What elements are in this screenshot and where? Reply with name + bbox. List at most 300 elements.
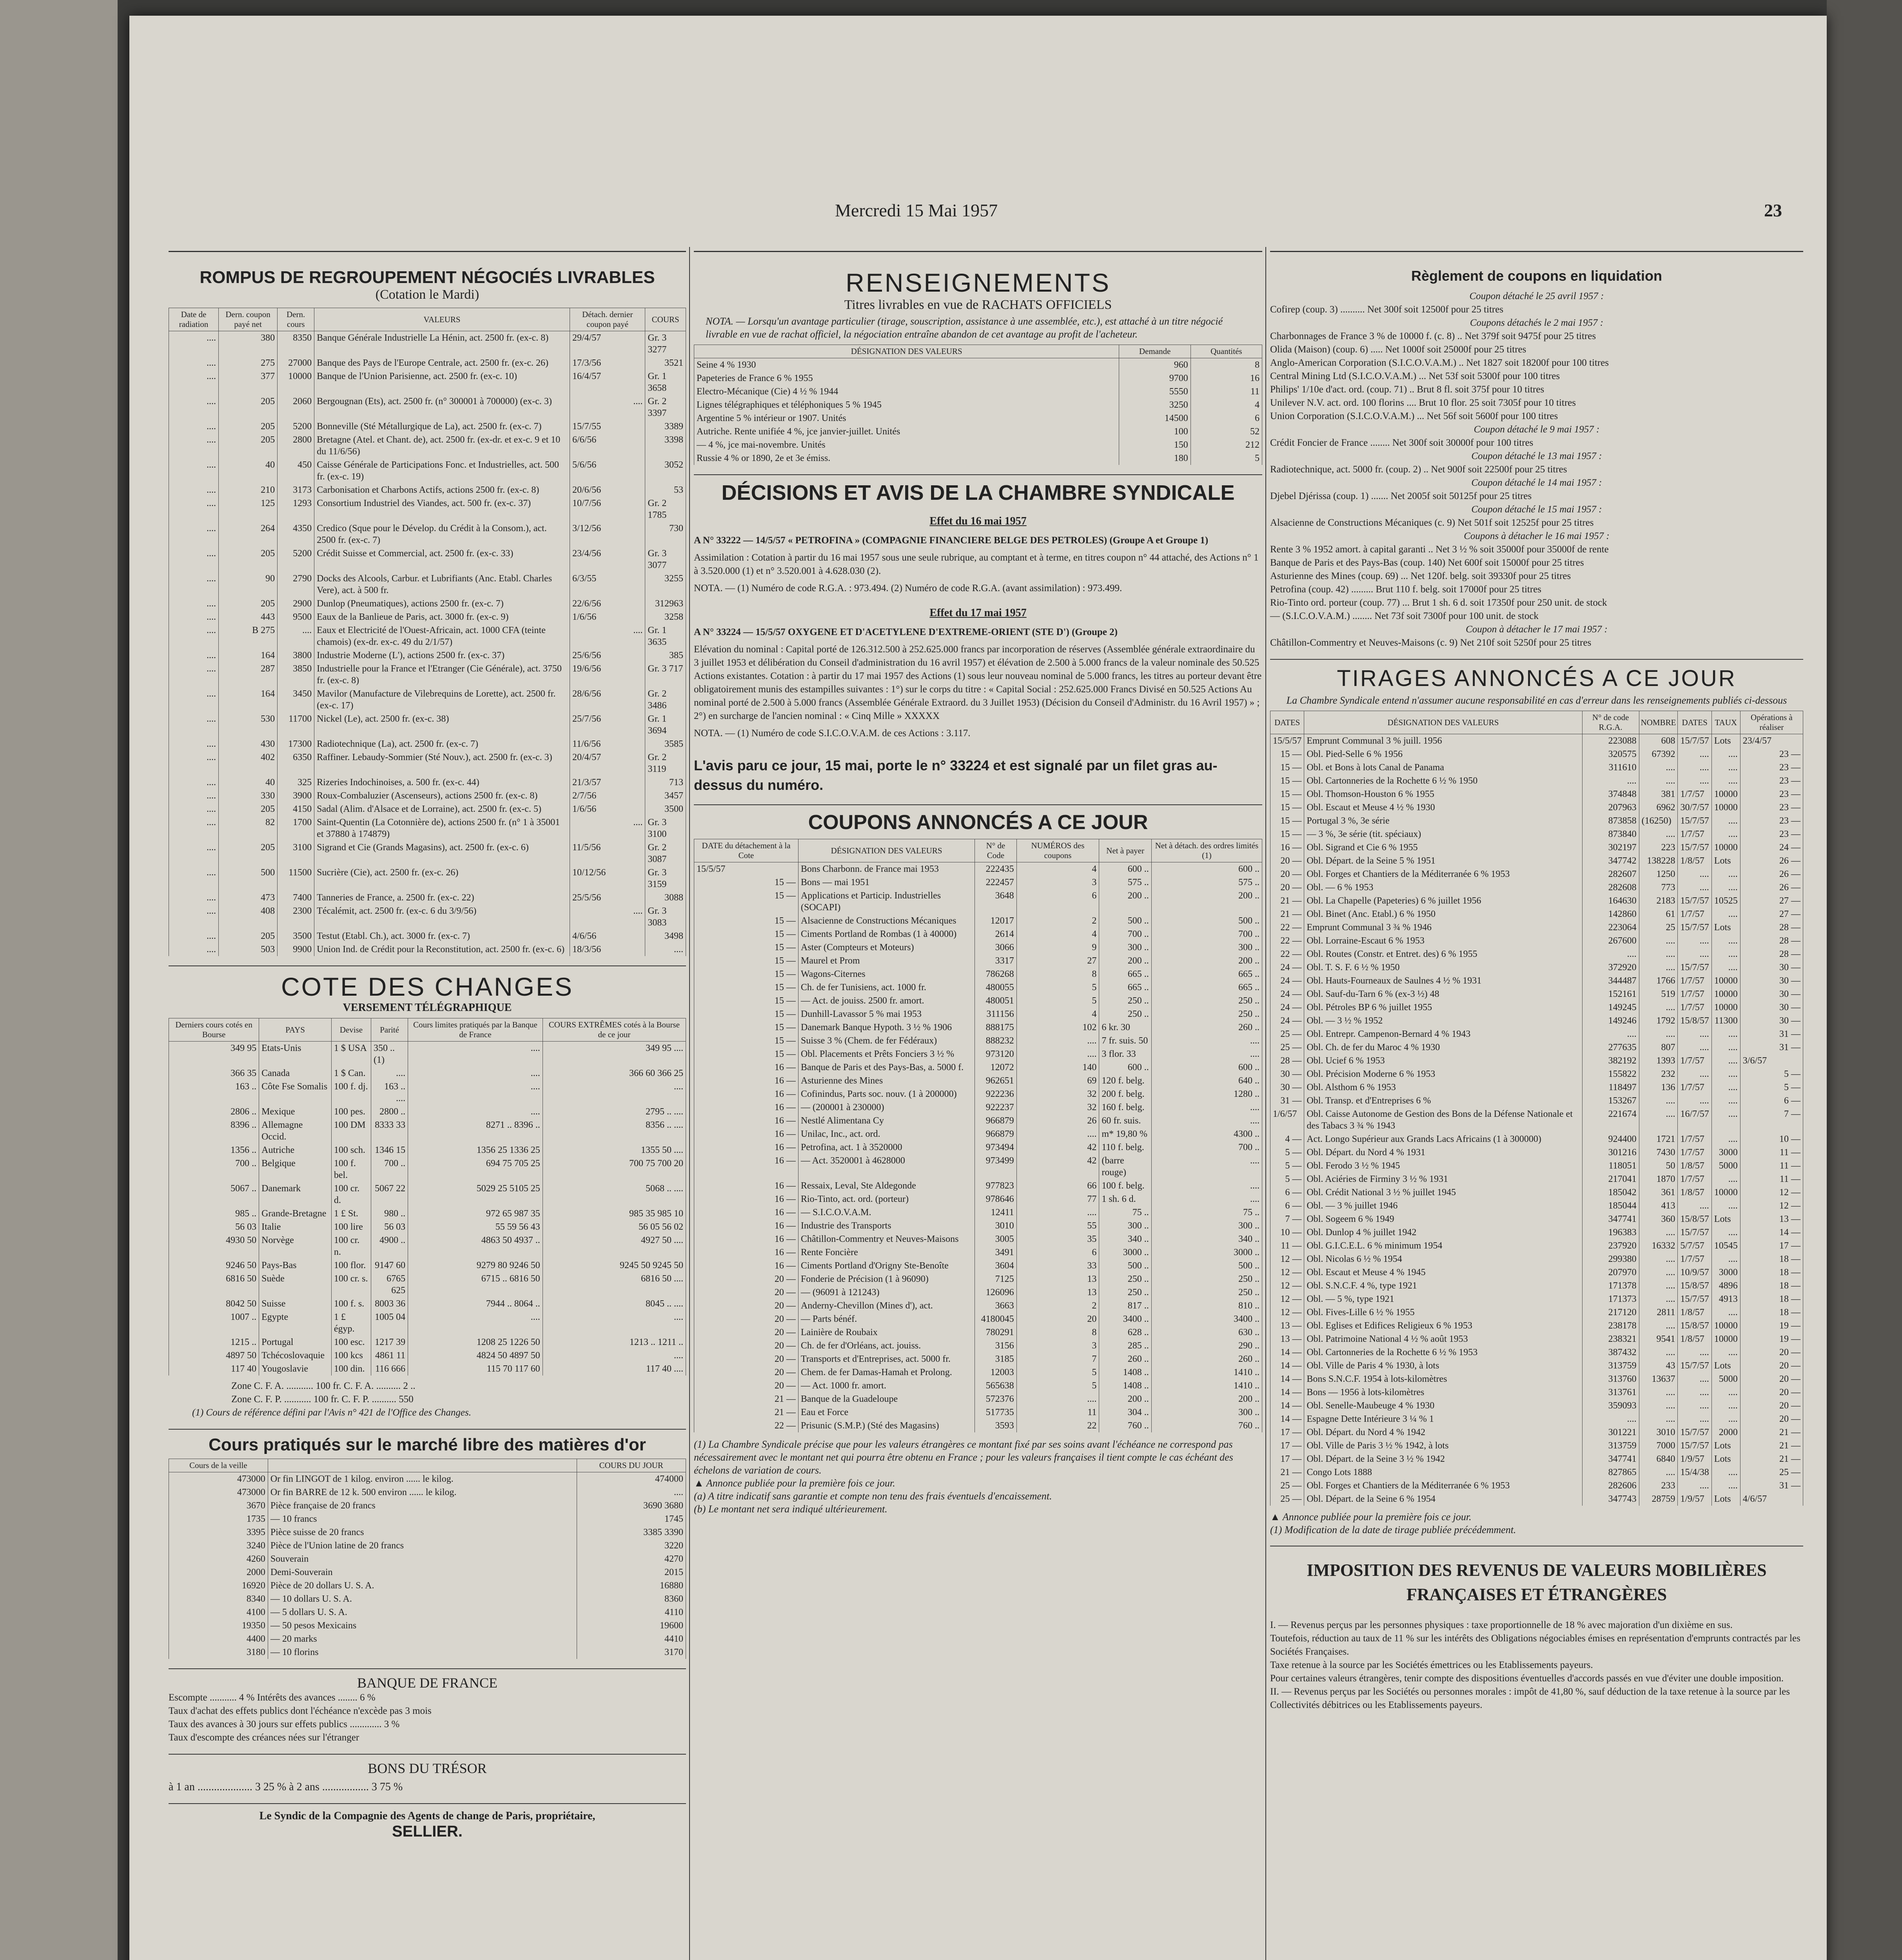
table-cell: 450 <box>278 458 314 483</box>
table-row <box>169 1606 686 1619</box>
table-cell: 118497 <box>1582 1081 1639 1094</box>
table-cell: 19 — <box>1740 1319 1803 1332</box>
rompus-column-header: Date de radiation <box>169 308 219 331</box>
table-cell: 164 <box>218 687 277 712</box>
table-cell: 6715 .. 6816 50 <box>408 1272 543 1297</box>
table-cell: Gr. 2 3087 <box>645 841 686 866</box>
table-cell: 118051 <box>1582 1159 1639 1172</box>
table-cell: 19600 <box>577 1619 686 1632</box>
table-cell: 700 .. <box>1151 927 1262 941</box>
reglement-line: Cofirep (coup. 3) .......... Net 300f soit 12500f pour 25 titres <box>1270 304 1504 315</box>
table-cell: Gr. 2 1785 <box>645 497 686 522</box>
table-cell: 20 — <box>1740 1372 1803 1386</box>
table-cell: 10000 <box>1711 1186 1740 1199</box>
table-row <box>694 862 1262 876</box>
table-cell: 25 <box>1639 921 1678 934</box>
table-cell: 9900 <box>278 943 314 956</box>
table-cell: .... <box>1582 1027 1639 1041</box>
table-row <box>1270 1041 1803 1054</box>
table-row <box>169 1362 686 1376</box>
avis2-nota: NOTA. — (1) Numéro de code S.I.C.O.V.A.M. de ces Actions : 3.117. <box>694 728 971 739</box>
avis2-head: A N° 33224 — 15/5/57 OXYGENE ET D'ACETYLENE D'EXTREME-ORIENT (STE D') (Groupe 2) <box>694 627 1118 637</box>
table-row <box>694 1219 1262 1232</box>
table-cell: .... <box>1639 1107 1678 1132</box>
table-cell: 30 — <box>1270 1067 1304 1081</box>
table-cell: .... <box>1711 1479 1740 1492</box>
table-row <box>169 1526 686 1539</box>
table-cell: Bons — mai 1951 <box>798 876 975 889</box>
table-cell: 5/6/56 <box>570 458 645 483</box>
reglement-group-head: Coupon détaché le 15 mai 1957 : <box>1471 504 1602 515</box>
table-cell: 3000 .. <box>1151 1246 1262 1259</box>
table-row <box>1270 1199 1803 1212</box>
table-cell: Châtillon-Commentry et Neuves-Maisons <box>798 1232 975 1246</box>
table-cell: 180 <box>1119 452 1191 465</box>
table-cell: 207970 <box>1582 1266 1639 1279</box>
table-cell: 347742 <box>1582 854 1639 867</box>
table-cell: Obl. Ch. de fer du Maroc 4 % 1930 <box>1304 1041 1582 1054</box>
table-cell: 6 — <box>1270 1186 1304 1199</box>
table-row <box>169 649 686 662</box>
table-cell: 1208 25 1226 50 <box>408 1336 543 1349</box>
table-cell: 31 — <box>1740 1041 1803 1054</box>
table-cell: 320575 <box>1582 748 1639 761</box>
table-cell: .... <box>1711 1067 1740 1081</box>
table-cell: .... <box>1711 1466 1740 1479</box>
table-cell: 1700 <box>278 816 314 841</box>
table-cell: 24 — <box>1270 961 1304 974</box>
table-cell: .... <box>1151 1114 1262 1127</box>
table-cell: Pièce de l'Union latine de 20 francs <box>268 1539 577 1552</box>
column-middle <box>694 251 1262 1515</box>
table-cell: 15 — <box>694 1021 799 1034</box>
table-cell: 55 <box>1016 1219 1099 1232</box>
table-row <box>694 1419 1262 1432</box>
table-cell: .... <box>1711 814 1740 828</box>
table-cell: Bons S.N.C.F. 1954 à lots-kilomètres <box>1304 1372 1582 1386</box>
table-cell: 164630 <box>1582 894 1639 907</box>
effet2: Effet du 17 mai 1957 <box>929 607 1027 619</box>
table-row <box>694 1232 1262 1246</box>
table-cell: .... <box>169 483 219 497</box>
table-cell: 205 <box>218 547 277 572</box>
table-cell: 600 .. <box>1151 1061 1262 1074</box>
table-row <box>169 1632 686 1646</box>
reglement-group-head: Coupon détaché le 9 mai 1957 : <box>1474 424 1600 435</box>
table-row <box>1270 881 1803 894</box>
reglement-group-head: Coupon à détacher le 17 mai 1957 : <box>1466 624 1608 635</box>
table-cell: 1408 .. <box>1099 1379 1151 1392</box>
table-row <box>694 1061 1262 1074</box>
imposition-line: I. — Revenus perçus par les personnes physiques : taxe proportionnelle de 18 % avec majoration d'un dixième en sus. <box>1270 1620 1733 1630</box>
table-cell: 15 — <box>694 1047 799 1061</box>
table-cell: 205 <box>218 395 277 420</box>
table-row <box>169 433 686 458</box>
table-cell: Anderny-Chevillon (Mines d'), act. <box>798 1299 975 1312</box>
table-row <box>169 1486 686 1499</box>
table-cell: 20 — <box>1270 854 1304 867</box>
table-cell: .... <box>169 649 219 662</box>
table-cell: .... <box>1639 961 1678 974</box>
table-cell: 5000 <box>1711 1159 1740 1172</box>
table-cell: .... <box>169 687 219 712</box>
table-cell: 28 — <box>1740 947 1803 961</box>
table-cell: 26 — <box>1740 854 1803 867</box>
table-cell: .... <box>1582 1412 1639 1426</box>
table-cell: 61 <box>1639 907 1678 921</box>
table-row <box>1270 1372 1803 1386</box>
table-cell: Ch. de fer d'Orléans, act. jouiss. <box>798 1339 975 1352</box>
table-row <box>169 866 686 891</box>
table-cell: .... <box>1639 774 1678 788</box>
table-cell: 24 — <box>1270 987 1304 1001</box>
table-cell: 221674 <box>1582 1107 1639 1132</box>
tirages-note: ▲ Annonce publiée pour la première fois ce jour. <box>1270 1511 1472 1523</box>
table-cell: Obl. Départ. de la Seine 3 ½ % 1942 <box>1304 1452 1582 1466</box>
table-cell: Autriche <box>259 1143 332 1157</box>
table-cell: 5067 22 <box>371 1182 408 1207</box>
table-cell: — S.I.C.O.V.A.M. <box>798 1206 975 1219</box>
table-row <box>694 981 1262 994</box>
table-cell: 30 — <box>1740 961 1803 974</box>
table-cell: Obl. T. S. F. 6 ½ % 1950 <box>1304 961 1582 974</box>
table-cell: 4863 50 4937 .. <box>408 1234 543 1259</box>
table-cell: 185044 <box>1582 1199 1639 1212</box>
table-cell: Rente Foncière <box>798 1246 975 1259</box>
table-cell: 20/6/56 <box>570 483 645 497</box>
table-row <box>169 802 686 816</box>
zone-cfp: Zone C. F. P. ........... 100 fr. C. F. P. .......... 550 <box>231 1394 414 1405</box>
table-cell: 11500 <box>278 866 314 891</box>
table-cell: 4913 <box>1711 1292 1740 1306</box>
table-cell: 223064 <box>1582 921 1639 934</box>
table-cell: 250 .. <box>1151 1272 1262 1286</box>
table-cell: 760 .. <box>1151 1419 1262 1432</box>
table-cell: 100 sch. <box>331 1143 371 1157</box>
table-cell: 10000 <box>278 370 314 395</box>
table-cell: 8333 33 <box>371 1118 408 1143</box>
table-cell: 31 — <box>1270 1094 1304 1107</box>
table-cell: 28 — <box>1270 1054 1304 1067</box>
table-cell: 15/8/57 <box>1678 1014 1711 1027</box>
table-cell: 21 — <box>694 1406 799 1419</box>
table-cell: 9 <box>1016 941 1099 954</box>
table-cell: 1393 <box>1639 1054 1678 1067</box>
table-cell: Pièce de 20 dollars U. S. A. <box>268 1579 577 1592</box>
table-cell: Lots <box>1711 1452 1740 1466</box>
table-cell: 3400 .. <box>1099 1312 1151 1326</box>
table-cell: 282606 <box>1582 1479 1639 1492</box>
table-cell: — 10 francs <box>268 1512 577 1526</box>
table-cell: 5 <box>1016 994 1099 1007</box>
table-cell: .... <box>1711 1041 1740 1054</box>
table-cell: 15/7/57 <box>1678 1439 1711 1452</box>
table-cell: Gr. 3 717 <box>645 662 686 687</box>
table-cell: 32 <box>1016 1101 1099 1114</box>
avis1-text: Assimilation : Cotation à partir du 16 mai 1957 sous une seule rubrique, au comptant et à terme, en titres coupon n° 44 attaché, des Actions n° 1 à 3.520.000 (1) et n° 3.520.001 à 4.628.030 (2). <box>694 552 1259 576</box>
table-cell: .... <box>1711 761 1740 774</box>
table-cell: 349 95 <box>169 1042 259 1067</box>
table-cell: 69 <box>1016 1074 1099 1087</box>
table-row <box>1270 828 1803 841</box>
table-cell: 873840 <box>1582 828 1639 841</box>
table-row <box>169 904 686 929</box>
table-cell: Sadal (Alim. d'Alsace et de Lorraine), act. 2500 fr. (ex-c. 5) <box>314 802 570 816</box>
table-cell: 13637 <box>1639 1372 1678 1386</box>
table-cell: 15 — <box>694 927 799 941</box>
table-cell: 10000 <box>1711 841 1740 854</box>
table-cell: Obl. Thomson-Houston 6 % 1955 <box>1304 788 1582 801</box>
table-cell: Obl. Crédit National 3 ½ % juillet 1945 <box>1304 1186 1582 1199</box>
table-cell: 29/4/57 <box>570 331 645 357</box>
table-cell: 3000 <box>1711 1146 1740 1159</box>
table-cell: 12 — <box>1270 1279 1304 1292</box>
table-cell: Nestlé Alimentana Cy <box>798 1114 975 1127</box>
table-cell: .... <box>1711 1412 1740 1426</box>
table-cell: .... <box>1639 1027 1678 1041</box>
table-cell: .... <box>1678 774 1711 788</box>
table-cell: 888232 <box>975 1034 1016 1047</box>
table-row <box>169 624 686 649</box>
reglement-line: Banque de Paris et des Pays-Bas (coup. 140) Net 600f soit 15000f pour 25 titres <box>1270 557 1584 568</box>
table-cell: 350 ..(1) <box>371 1042 408 1067</box>
table-cell: 3000 .. <box>1099 1246 1151 1259</box>
table-cell: 3491 <box>975 1246 1016 1259</box>
table-cell: 18/3/56 <box>570 943 645 956</box>
table-cell: .... <box>570 904 645 929</box>
table-cell: 888175 <box>975 1021 1016 1034</box>
table-cell: 973499 <box>975 1154 1016 1179</box>
table-cell: .... <box>1016 1127 1099 1141</box>
table-row <box>169 891 686 904</box>
table-cell: 5068 .. .... <box>543 1182 686 1207</box>
table-cell: 138228 <box>1639 854 1678 867</box>
table-cell: Testut (Etabl. Ch.), act. 3000 fr. (ex-c. 7) <box>314 929 570 943</box>
table-cell: Obl. Aciéries de Firminy 3 ½ % 1931 <box>1304 1172 1582 1186</box>
table-row <box>169 1297 686 1310</box>
table-cell: 359093 <box>1582 1399 1639 1412</box>
table-cell: .... <box>169 610 219 624</box>
table-cell: 233 <box>1639 1479 1678 1492</box>
table-cell: 24 — <box>1740 841 1803 854</box>
rachats-column-header: Demande <box>1119 345 1191 358</box>
table-cell: Portugal 3 %, 3e série <box>1304 814 1582 828</box>
table-cell: 1346 15 <box>371 1143 408 1157</box>
table-cell: B 275 <box>218 624 277 649</box>
table-cell: 3170 <box>577 1646 686 1659</box>
table-cell: Banque de l'Union Parisienne, act. 2500 fr. (ex-c. 10) <box>314 370 570 395</box>
reglement-line: Unilever N.V. act. ord. 100 florins .... Brut 10 flor. 25 soit 7305f pour 10 titres <box>1270 397 1576 408</box>
table-cell: 15/7/57 <box>1678 734 1711 748</box>
table-cell: 5200 <box>278 547 314 572</box>
table-cell: .... <box>1639 947 1678 961</box>
table-cell: 31 — <box>1740 1027 1803 1041</box>
table-cell: Grande-Bretagne <box>259 1207 332 1220</box>
table-cell: 700 .. <box>1099 927 1151 941</box>
table-cell: .... <box>1711 947 1740 961</box>
table-cell: 23 — <box>1740 801 1803 814</box>
table-cell: 24 — <box>1270 1014 1304 1027</box>
reglement-line: Petrofina (coup. 42) ......... Brut 110 f. belg. soit 17000f pour 25 titres <box>1270 584 1542 595</box>
table-cell: 142860 <box>1582 907 1639 921</box>
table-cell: 2806 .. <box>169 1105 259 1118</box>
binding-edge <box>1827 0 1902 1960</box>
table-cell: 3498 <box>645 929 686 943</box>
table-row <box>169 1579 686 1592</box>
table-cell: Electro-Mécanique (Cie) 4 ½ % 1944 <box>694 385 1119 398</box>
table-cell: 196383 <box>1582 1226 1639 1239</box>
table-row <box>169 1143 686 1157</box>
table-cell: 480051 <box>975 994 1016 1007</box>
table-cell: Allemagne Occid. <box>259 1118 332 1143</box>
table-cell: 1 £ égyp. <box>331 1310 371 1336</box>
table-cell: 5550 <box>1119 385 1191 398</box>
table-cell: 232 <box>1639 1067 1678 1081</box>
table-cell: Obl. Cartonneries de la Rochette 6 ½ % 1950 <box>1304 774 1582 788</box>
table-cell: 5 — <box>1270 1172 1304 1186</box>
table-row <box>694 1114 1262 1127</box>
table-cell: 3593 <box>975 1419 1016 1432</box>
table-cell: Obl. Départ. de la Seine 6 % 1954 <box>1304 1492 1582 1506</box>
reglement-line: Djebel Djérissa (coup. 1) ....... Net 2005f soit 50125f pour 25 titres <box>1270 491 1532 501</box>
table-cell: 20 — <box>694 1339 799 1352</box>
table-cell: Asturienne des Mines <box>798 1074 975 1087</box>
table-cell: 3180 <box>169 1646 268 1659</box>
table-cell: 408 <box>218 904 277 929</box>
table-cell: 200 .. <box>1151 889 1262 914</box>
imposition-line: Taxe retenue à la source par les Sociétés émettrices ou les Etablissements payeurs. <box>1270 1660 1593 1670</box>
column-left <box>169 251 686 1840</box>
table-cell: 200 .. <box>1151 954 1262 967</box>
table-cell: 23 — <box>1740 761 1803 774</box>
table-cell: 14 — <box>1270 1346 1304 1359</box>
table-cell: 140 <box>1016 1061 1099 1074</box>
table-cell: Obl. Fives-Lille 6 ½ % 1955 <box>1304 1306 1582 1319</box>
table-cell: Obl. Départ. du Nord 4 % 1942 <box>1304 1426 1582 1439</box>
table-cell: 24 — <box>1270 974 1304 987</box>
table-cell: 171373 <box>1582 1292 1639 1306</box>
table-cell: 20 — <box>694 1326 799 1339</box>
table-cell: Saint-Quentin (La Cotonnière de), actions 2500 fr. (n° 1 à 35001 et 37880 à 174879) <box>314 816 570 841</box>
rompus-column-header: VALEURS <box>314 308 570 331</box>
table-cell: 480055 <box>975 981 1016 994</box>
tirages-title: TIRAGES ANNONCÉS A CE JOUR <box>1337 666 1737 691</box>
table-cell: 873858 <box>1582 814 1639 828</box>
table-cell: .... <box>1711 1306 1740 1319</box>
table-cell: 299380 <box>1582 1252 1639 1266</box>
table-cell: Radiotechnique (La), act. 2500 fr. (ex-c. 7) <box>314 737 570 751</box>
table-cell: 16 — <box>694 1154 799 1179</box>
table-cell: 4260 <box>169 1552 268 1566</box>
table-cell: 313761 <box>1582 1386 1639 1399</box>
table-row <box>169 1042 686 1067</box>
table-cell: Or fin LINGOT de 1 kilog. environ ...... le kilog. <box>268 1472 577 1486</box>
table-row <box>1270 1332 1803 1346</box>
table-cell: 3240 <box>169 1539 268 1552</box>
table-cell: 2015 <box>577 1566 686 1579</box>
table-cell: .... <box>1582 774 1639 788</box>
table-cell: 290 .. <box>1151 1339 1262 1352</box>
table-cell: 125 <box>218 497 277 522</box>
table-cell: 237920 <box>1582 1239 1639 1252</box>
reglement-line: Châtillon-Commentry et Neuves-Maisons (c. 9) Net 210f soit 5250f pour 25 titres <box>1270 637 1592 648</box>
table-cell: 4300 .. <box>1151 1127 1262 1141</box>
table-row <box>169 1118 686 1143</box>
table-cell: 10000 <box>1711 788 1740 801</box>
table-cell: 90 <box>218 572 277 597</box>
banque-line: Taux d'escompte des créances nées sur l'étranger <box>169 1732 359 1743</box>
table-cell: — 3 %, 3e série (tit. spéciaux) <box>1304 828 1582 841</box>
table-cell: Sigrand et Cie (Grands Magasins), act. 2500 fr. (ex-c. 6) <box>314 841 570 866</box>
table-cell: .... <box>169 458 219 483</box>
table-cell: 6 <box>1016 1246 1099 1259</box>
table-cell: 16 — <box>694 1206 799 1219</box>
tirages-column-header: TAUX <box>1711 711 1740 734</box>
table-cell: 1 $ Can. <box>331 1067 371 1080</box>
table-row <box>169 929 686 943</box>
table-cell: 11 — <box>1740 1172 1803 1186</box>
table-cell: 22 — <box>1270 921 1304 934</box>
table-cell: .... <box>169 802 219 816</box>
table-cell: 200 .. <box>1151 1392 1262 1406</box>
table-cell: Obl. Lorraine-Escaut 6 % 1953 <box>1304 934 1582 947</box>
table-row <box>169 1220 686 1234</box>
table-cell: 4270 <box>577 1552 686 1566</box>
table-cell: 325 <box>278 776 314 789</box>
table-cell: 15/7/57 <box>1678 841 1711 854</box>
table-cell: Emprunt Communal 3 % juill. 1956 <box>1304 734 1582 748</box>
table-cell: .... <box>1711 867 1740 881</box>
table-cell: — Act. 1000 fr. amort. <box>798 1379 975 1392</box>
table-row <box>1270 788 1803 801</box>
table-cell: 16 — <box>694 1074 799 1087</box>
table-cell: 381 <box>1639 788 1678 801</box>
imposition-title: IMPOSITION DES REVENUS DE VALEURS MOBILIÈRES FRANÇAISES ET ÉTRANGÈRES <box>1307 1561 1767 1604</box>
table-cell: 28759 <box>1639 1492 1678 1506</box>
table-cell: Suisse 3 % (Chem. de fer Fédéraux) <box>798 1034 975 1047</box>
table-cell: 366 60 366 25 <box>543 1067 686 1080</box>
table-cell: 117 40 <box>169 1362 259 1376</box>
table-row <box>694 1021 1262 1034</box>
table-cell: 15 — <box>1270 748 1304 761</box>
table-cell: 205 <box>218 802 277 816</box>
table-cell: 2/7/56 <box>570 789 645 802</box>
table-row <box>694 372 1262 385</box>
table-cell: .... <box>1678 1412 1711 1426</box>
table-cell: 14 — <box>1270 1412 1304 1426</box>
table-cell: 8 <box>1016 967 1099 981</box>
table-cell: 160 f. belg. <box>1099 1101 1151 1114</box>
table-cell: Etats-Unis <box>259 1042 332 1067</box>
table-cell: 360 <box>1639 1212 1678 1226</box>
table-row <box>694 1154 1262 1179</box>
table-cell: 500 .. <box>1099 1259 1151 1272</box>
table-cell: .... <box>570 624 645 649</box>
table-cell: Mexique <box>259 1105 332 1118</box>
table-cell: 3066 <box>975 941 1016 954</box>
reglement-line: Anglo-American Corporation (S.I.C.O.V.A.M.) .. Net 1827 soit 18200f pour 100 titres <box>1270 358 1609 368</box>
reglement-line: Union Corporation (S.I.C.O.V.A.M.) ... Net 56f soit 5600f pour 100 titres <box>1270 411 1558 421</box>
table-cell: Gr. 2 3486 <box>645 687 686 712</box>
table-cell: .... <box>1711 907 1740 921</box>
table-cell: 3317 <box>975 954 1016 967</box>
table-cell: 4 <box>1016 862 1099 876</box>
table-cell: Obl. Escaut et Meuse 4 % 1945 <box>1304 1266 1582 1279</box>
table-row <box>169 547 686 572</box>
table-cell: 16 — <box>694 1127 799 1141</box>
table-cell: .... <box>1639 1252 1678 1266</box>
table-cell: 978646 <box>975 1192 1016 1206</box>
